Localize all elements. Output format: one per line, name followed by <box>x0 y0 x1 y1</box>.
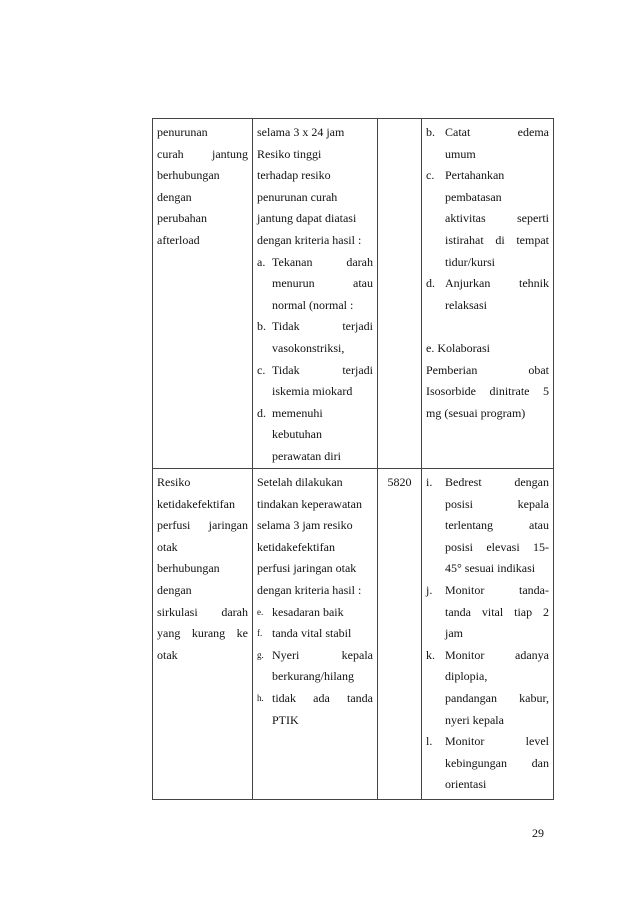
diagnosis-line: penurunan <box>157 125 208 139</box>
list-item <box>257 688 373 731</box>
list-item-line: kebutuhan <box>272 427 322 442</box>
diagnosis-line: dengan <box>157 582 192 597</box>
list-item-line: kebingungan dan <box>445 755 549 770</box>
diagnosis-line: berhubungan <box>157 168 220 183</box>
list-marker: b. <box>257 319 266 334</box>
list-item-line: iskemia miokard <box>272 384 353 399</box>
criteria-list <box>426 122 549 316</box>
list-marker: h. <box>257 692 264 703</box>
list-item-line: Monitor tanda- <box>445 582 549 597</box>
list-item-line: terlentang atau <box>445 518 549 533</box>
nursing-care-plan-table <box>152 118 554 800</box>
list-item-line: Tidak terjadi <box>272 319 373 334</box>
list-item-line: vasokonstriksi, <box>272 340 345 355</box>
list-marker: f. <box>257 628 263 639</box>
diagnosis-line: perubahan <box>157 211 207 226</box>
list-marker: d. <box>257 405 266 420</box>
intervention-code: 5820 <box>387 475 412 489</box>
diagnosis-line: otak <box>157 539 178 554</box>
diagnosis-line: sirkulasi darah <box>157 604 248 619</box>
list-item-line: Tekanan darah <box>272 254 373 269</box>
goal-line: penurunan curah <box>257 189 338 204</box>
goal-line: Setelah dilakukan <box>257 475 343 489</box>
collaboration-heading: e. Kolaborasi <box>426 340 490 355</box>
code-cell <box>378 469 422 800</box>
list-item <box>257 403 373 468</box>
list-item-line: Anjurkan tehnik <box>445 276 549 291</box>
diagnosis-line: ketidakefektifan <box>157 496 235 511</box>
list-item <box>257 645 373 688</box>
list-item-line: Catat edema <box>445 125 549 139</box>
collaboration-line: Isosorbide dinitrate 5 <box>426 384 549 399</box>
list-item-line: Tidak terjadi <box>272 362 373 377</box>
diagnosis-line: Resiko <box>157 475 191 489</box>
list-item-line: tidur/kursi <box>445 254 495 269</box>
diagnosis-line: curah jantung <box>157 146 248 161</box>
list-item-line: orientasi <box>445 777 487 792</box>
list-item-line: umum <box>445 146 476 161</box>
criteria-list <box>257 252 373 468</box>
list-item-line: kesadaran baik <box>272 604 344 619</box>
list-marker: a. <box>257 254 266 269</box>
list-item <box>257 602 373 624</box>
list-item-line: aktivitas seperti <box>445 211 549 226</box>
list-item-line: diplopia, <box>445 669 488 684</box>
list-marker: k. <box>426 647 435 662</box>
list-item-line: jam <box>445 626 463 641</box>
list-item-line: istirahat di tempat <box>445 232 549 247</box>
list-item-line: posisi elevasi 15- <box>445 539 549 554</box>
goal-line: ketidakefektifan <box>257 539 335 554</box>
goal-cell <box>253 469 378 800</box>
diagnosis-line: yang kurang ke <box>157 626 248 641</box>
list-item <box>426 645 549 731</box>
goal-line: tindakan keperawatan <box>257 496 362 511</box>
list-marker: d. <box>426 276 435 291</box>
goal-line: dengan kriteria hasil : <box>257 232 362 247</box>
list-item-line: perawatan diri <box>272 448 341 463</box>
list-item-line: Monitor adanya <box>445 647 549 662</box>
goal-line: dengan kriteria hasil : <box>257 582 362 597</box>
list-item-line: nyeri kepala <box>445 712 504 727</box>
collaboration-line: mg (sesuai program) <box>426 405 526 420</box>
list-item-line: Nyeri kepala <box>272 647 373 662</box>
goal-line: Resiko tinggi <box>257 146 322 161</box>
list-marker: e. <box>257 606 264 617</box>
diagnosis-line: perfusi jaringan <box>157 518 248 533</box>
intervention-cell <box>422 469 554 800</box>
goal-line: terhadap resiko <box>257 168 331 183</box>
list-item <box>257 252 373 317</box>
list-item-line: berkurang/hilang <box>272 669 354 684</box>
diagnosis-line: otak <box>157 647 178 662</box>
criteria-list <box>257 602 373 732</box>
goal-line: perfusi jaringan otak <box>257 561 357 576</box>
diagnosis-line: afterload <box>157 232 200 247</box>
list-item <box>426 580 549 645</box>
list-item <box>257 623 373 645</box>
list-item-line: tanda vital tiap 2 <box>445 604 549 619</box>
list-marker: j. <box>426 582 433 597</box>
list-item-line: menurun atau <box>272 276 373 291</box>
list-item-line: normal (normal : <box>272 297 354 312</box>
list-marker: c. <box>426 168 435 183</box>
list-item-line: memenuhi <box>272 405 323 420</box>
list-item <box>426 165 549 273</box>
intervention-cell <box>422 119 554 469</box>
list-marker: i. <box>426 475 433 489</box>
table-row <box>153 469 554 800</box>
list-item <box>426 472 549 580</box>
list-item-line: Pertahankan <box>445 168 505 183</box>
list-marker: c. <box>257 362 266 377</box>
list-marker: l. <box>426 734 433 749</box>
diagnosis-line: berhubungan <box>157 561 220 576</box>
list-item <box>426 731 549 796</box>
list-item <box>426 273 549 316</box>
list-item-line: pembatasan <box>445 189 502 204</box>
list-item-line: posisi kepala <box>445 496 549 511</box>
criteria-list <box>426 472 549 796</box>
goal-line: selama 3 jam resiko <box>257 518 353 533</box>
list-item-line: PTIK <box>272 712 299 727</box>
list-item <box>257 360 373 403</box>
diagnosis-line: dengan <box>157 189 192 204</box>
list-item-line: relaksasi <box>445 297 487 312</box>
goal-line: selama 3 x 24 jam <box>257 125 345 139</box>
list-item-line: tidak ada tanda <box>272 690 373 705</box>
list-marker: g. <box>257 649 264 660</box>
list-item-line: tanda vital stabil <box>272 626 352 641</box>
list-item-line: 45° sesuai indikasi <box>445 561 536 576</box>
goal-cell <box>253 119 378 469</box>
list-item <box>257 316 373 359</box>
goal-line: jantung dapat diatasi <box>257 211 357 226</box>
collaboration-line: Pemberian obat <box>426 362 549 377</box>
table-row <box>153 119 554 469</box>
diagnosis-cell <box>153 119 253 469</box>
list-item <box>426 122 549 165</box>
list-item-line: Bedrest dengan <box>445 475 549 489</box>
list-marker: b. <box>426 125 435 139</box>
code-cell <box>378 119 422 469</box>
list-item-line: Monitor level <box>445 734 549 749</box>
diagnosis-cell <box>153 469 253 800</box>
page-number: 29 <box>532 826 544 840</box>
list-item-line: pandangan kabur, <box>445 690 549 705</box>
